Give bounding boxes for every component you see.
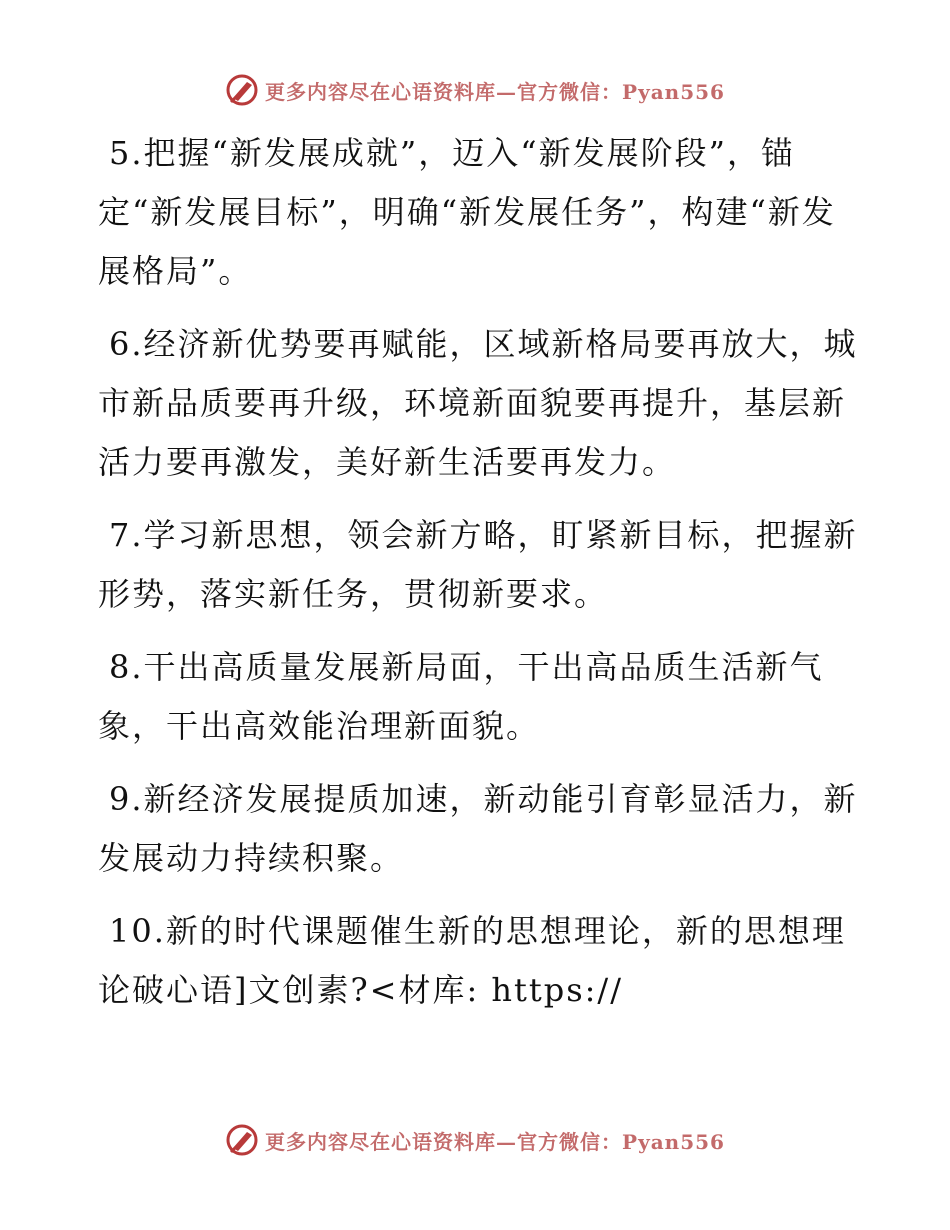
- header-banner-text: 更多内容尽在心语资料库—官方微信：Pyan556: [265, 79, 725, 104]
- paragraph-7: [98, 506, 868, 624]
- paragraph-6: [98, 315, 868, 492]
- paragraph-8-text: 8.干出高质量发展新局面，干出高品质生活新气象，干出高效能治理新面貌。: [98, 648, 824, 745]
- header-banner: [0, 70, 950, 110]
- paragraph-9: [98, 770, 868, 888]
- paragraph-7-text: 7.学习新思想，领会新方略，盯紧新目标，把握新形势，落实新任务，贯彻新要求。: [98, 516, 858, 613]
- paragraph-5-text: 5.把握“新发展成就”，迈入“新发展阶段”，锚定“新发展目标”，明确“新发展任务”，构建“新发展格局”。: [98, 134, 836, 290]
- paragraph-6-text: 6.经济新优势要再赋能，区域新格局要再放大，城市新品质要再升级，环境新面貌要再提升，基层新活力要再激发，美好新生活要再发力。: [98, 325, 858, 481]
- footer-banner-text: 更多内容尽在心语资料库—官方微信：Pyan556: [265, 1129, 725, 1154]
- paragraph-9-text: 9.新经济发展提质加速，新动能引育彰显活力，新发展动力持续积聚。: [98, 780, 858, 877]
- logo-icon: [225, 1123, 259, 1157]
- document-body: [98, 124, 868, 1034]
- paragraph-5: [98, 124, 868, 301]
- paragraph-10-text: 10.新的时代课题催生新的思想理论，新的思想理论破心语]文创素?<材库: https://: [98, 912, 846, 1009]
- logo-icon: [225, 73, 259, 107]
- paragraph-10: [98, 902, 868, 1020]
- paragraph-8: [98, 638, 868, 756]
- footer-banner: [0, 1120, 950, 1160]
